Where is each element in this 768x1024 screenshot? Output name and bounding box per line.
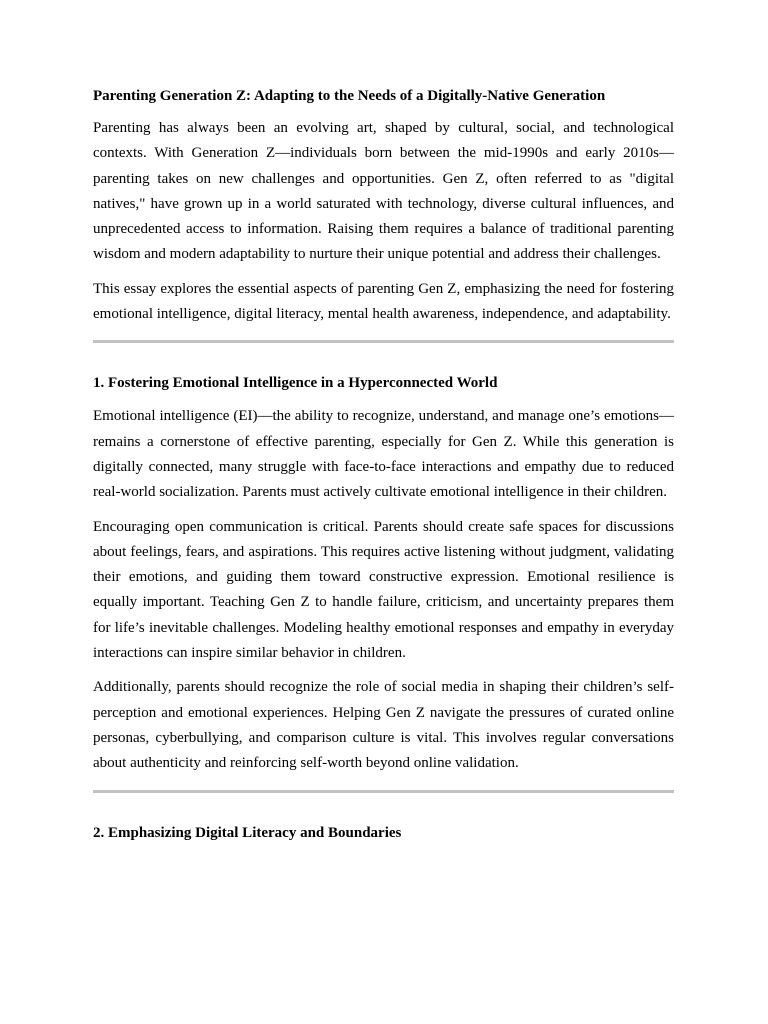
section-1-paragraph-3: Additionally, parents should recognize the role of social media in shaping their children’s self-perception and emotional experiences. Helping Gen Z navigate the pressures of curated online personas, cyberbullying, and comparison culture is vital. This involves regular conversations about authenticity and reinforcing self-worth beyond online validation. — [93, 679, 674, 772]
section-1-heading: 1. Fostering Emotional Intelligence in a Hyperconnected World — [93, 375, 498, 392]
document-body — [93, 86, 674, 843]
section-divider — [93, 790, 674, 793]
intro-paragraph-2: This essay explores the essential aspects of parenting Gen Z, emphasizing the need for fostering emotional intelligence, digital literacy, mental health awareness, independence, and adaptability. — [93, 280, 674, 323]
intro-paragraph-1: Parenting has always been an evolving art, shaped by cultural, social, and technological contexts. With Generation Z—individuals born between the mid-1990s and early 2010s—parenting takes on new challenges and opportunities. Gen Z, often referred to as "digital natives," have grown up in a world saturated with technology, diverse cultural influences, and unprecedented access to information. Raising them requires a balance of traditional parenting wisdom and modern adaptability to nurture their unique potential and address their challenges. — [93, 120, 674, 263]
section-2-heading: 2. Emphasizing Digital Literacy and Boundaries — [93, 824, 402, 841]
section-1-paragraph-1: Emotional intelligence (EI)—the ability to recognize, understand, and manage one’s emotions—remains a cornerstone of effective parenting, especially for Gen Z. While this generation is digitally connected, many struggle with face-to-face interactions and empathy due to reduced real-world socialization. Parents must actively cultivate emotional intelligence in their children. — [93, 408, 674, 501]
section-1-paragraph-2: Encouraging open communication is critical. Parents should create safe spaces for discussions about feelings, fears, and aspirations. This requires active listening without judgment, validating their emotions, and guiding them toward constructive expression. Emotional resilience is equally important. Teaching Gen Z to handle failure, criticism, and uncertainty prepares them for life’s inevitable challenges. Modeling healthy emotional responses and empathy in everyday interactions can inspire similar behavior in children. — [93, 518, 674, 662]
section-divider — [93, 340, 674, 343]
document-title: Parenting Generation Z: Adapting to the Needs of a Digitally-Native Generation — [93, 88, 606, 104]
